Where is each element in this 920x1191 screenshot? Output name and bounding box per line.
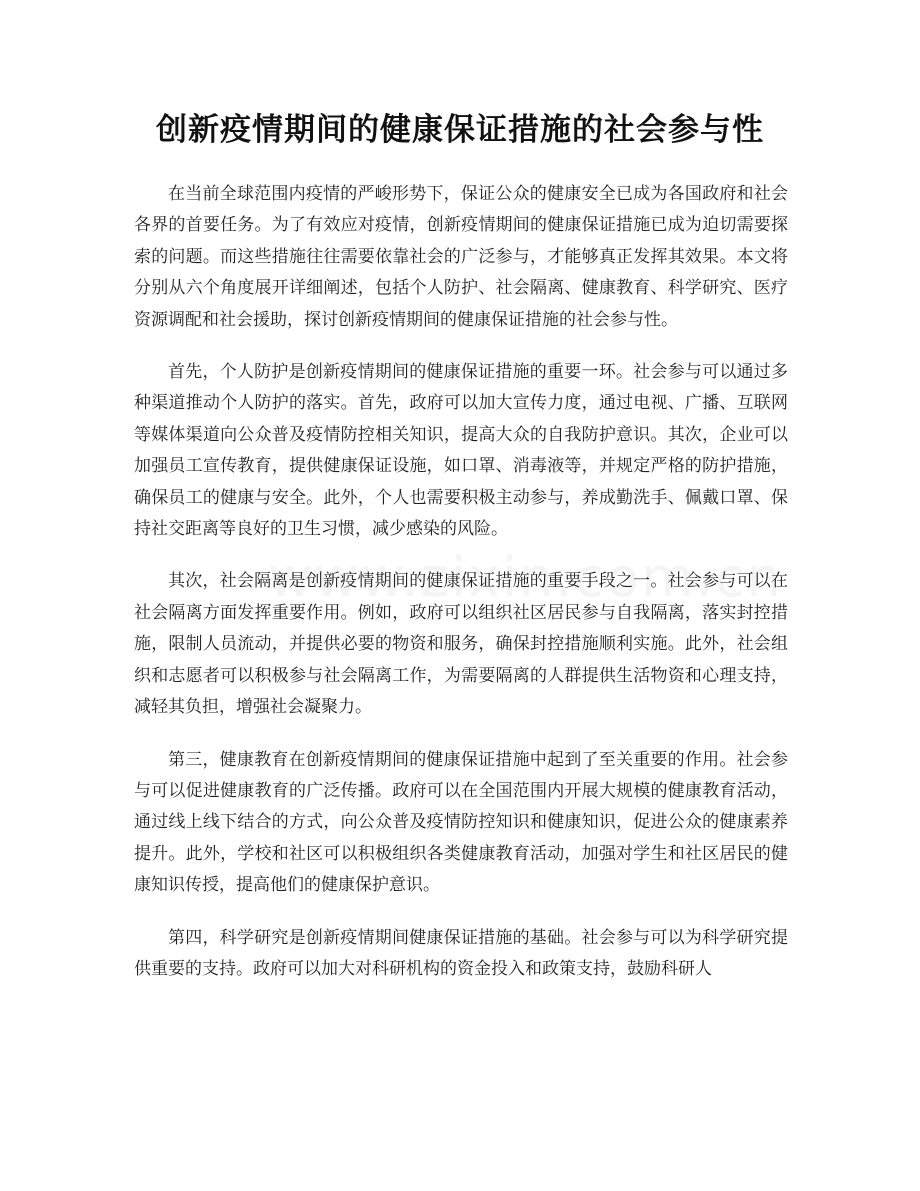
paragraph-personal-protection: 首先，个人防护是创新疫情期间的健康保证措施的重要一环。社会参与可以通过多种渠道推动个人防护的落实。首先，政府可以加大宣传力度，通过电视、广播、互联网等媒体渠道向公众普及疫情防控相关知识，提高大众的自我防护意识。其次，企业可以加强员工宣传教育，提供健康保证设施，如口罩、消毒液等，并规定严格的防护措施，确保员工的健康与安全。此外，个人也需要积极主动参与，养成勤洗手、佩戴口罩、保持社交距离等良好的卫生习惯，减少感染的风险。: [134, 362, 788, 540]
document-title: 创新疫情期间的健康保证措施的社会参与性: [156, 112, 764, 148]
paragraph-intro: 在当前全球范围内疫情的严峻形势下，保证公众的健康安全已成为各国政府和社会各界的首要任务。为了有效应对疫情，创新疫情期间的健康保证措施已成为迫切需要探索的问题。而这些措施往往需要依靠社会的广泛参与，才能够真正发挥其效果。本文将分别从六个角度展开详细阐述，包括个人防护、社会隔离、健康教育、科学研究、医疗资源调配和社会援助，探讨创新疫情期间的健康保证措施的社会参与性。: [134, 184, 788, 330]
paragraph-health-education: 第三，健康教育在创新疫情期间的健康保证措施中起到了至关重要的作用。社会参与可以促进健康教育的广泛传播。政府可以在全国范围内开展大规模的健康教育活动，通过线上线下结合的方式，向公众普及疫情防控知识和健康知识，促进公众的健康素养提升。此外，学校和社区可以积极组织各类健康教育活动，加强对学生和社区居民的健康知识传授，提高他们的健康保护意识。: [134, 749, 788, 896]
document-body: [134, 179, 788, 1006]
paragraph-social-isolation: 其次，社会隔离是创新疫情期间的健康保证措施的重要手段之一。社会参与可以在社会隔离方面发挥重要作用。例如，政府可以组织社区居民参与自我隔离，落实封控措施，限制人员流动，并提供必要的物资和服务，确保封控措施顺利实施。此外，社会组织和志愿者可以积极参与社会隔离工作，为需要隔离的人群提供生活物资和心理支持，减轻其负担，增强社会凝聚力。: [134, 571, 788, 718]
paragraph-scientific-research: 第四，科学研究是创新疫情期间健康保证措施的基础。社会参与可以为科学研究提供重要的支持。政府可以加大对科研机构的资金投入和政策支持，鼓励科研人: [134, 927, 788, 979]
